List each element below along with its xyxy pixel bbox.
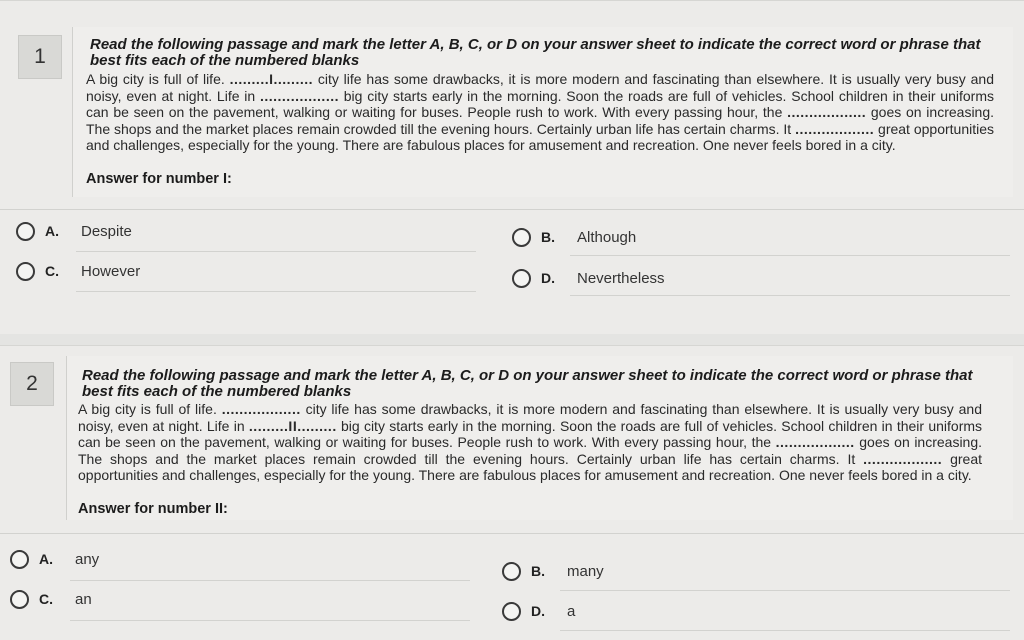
option-letter: D. <box>541 270 555 286</box>
option-c[interactable] <box>16 257 140 285</box>
option-letter: D. <box>531 603 545 619</box>
blank-3: .................. <box>775 434 855 450</box>
option-text: any <box>75 550 100 568</box>
question-instruction: Read the following passage and mark the letter A, B, C, or D on your answer sheet to indicate the correct word or phrase that best fits each of the numbered blanks <box>82 367 973 400</box>
option-b[interactable] <box>512 223 636 251</box>
radio-button[interactable] <box>10 590 29 609</box>
option-letter: C. <box>45 263 59 279</box>
option-c[interactable] <box>10 585 92 613</box>
answer-label: Answer for number I: <box>86 171 232 187</box>
question-number: 2 <box>10 362 54 406</box>
option-a[interactable] <box>10 545 99 573</box>
radio-button[interactable] <box>502 562 521 581</box>
passage-segment: big city starts early in the morning. Soon the roads are full of vehicles. School children in their uniforms can be seen on the pavement, walking or waiting for buses. People rush to work. With every passing hour, the <box>78 417 983 450</box>
option-text: Nevertheless <box>577 269 665 287</box>
passage-text <box>78 401 982 484</box>
divider <box>0 533 1024 534</box>
passage-segment: big city starts early in the morning. Soon the roads are full of vehicles. School children in their uniforms can be seen on the pavement, walking or waiting for buses. People rush to work. With every passing hour, the <box>86 87 994 120</box>
option-d[interactable] <box>502 597 575 625</box>
question-instruction: Read the following passage and mark the letter A, B, C, or D on your answer sheet to indicate the correct word or phrase that best fits each of the numbered blanks <box>90 36 981 69</box>
option-letter: B. <box>541 229 555 245</box>
radio-button[interactable] <box>512 228 531 247</box>
radio-button[interactable] <box>16 222 35 241</box>
divider <box>76 251 476 252</box>
divider <box>560 590 1010 591</box>
passage-segment: great opportunities and challenges, especially for the young. There are fabulous places for amusement and recreation. One never feels bored in a city. <box>78 450 982 483</box>
option-text: Despite <box>81 222 132 240</box>
option-letter: C. <box>39 591 53 607</box>
blank-1: .........I......... <box>229 71 313 87</box>
radio-button[interactable] <box>10 550 29 569</box>
option-letter: A. <box>45 223 59 239</box>
option-b[interactable] <box>502 557 604 585</box>
radio-button[interactable] <box>512 269 531 288</box>
divider <box>570 255 1010 256</box>
option-text: many <box>567 562 604 580</box>
blank-2: .................. <box>259 87 339 104</box>
passage-segment: city life has some drawbacks, it is more modern and fascinating than elsewhere. It is usually very busy and noisy, even at night. Life in <box>86 71 995 104</box>
passage-segment: great opportunities and challenges, especially for the young. There are fabulous places for amusement and recreation. One never feels bored in a city. <box>86 120 995 153</box>
passage-segment: city life has some drawbacks, it is more modern and fascinating than elsewhere. It is usually very busy and noisy, even at night. Life in <box>78 401 983 434</box>
blank-2: .........II......... <box>248 417 337 434</box>
divider <box>70 580 470 581</box>
blank-3: .................. <box>787 104 867 120</box>
blank-4: .................. <box>863 450 943 467</box>
blank-1: .................. <box>221 401 301 417</box>
question-card-2 <box>0 345 1024 640</box>
option-d[interactable] <box>512 264 665 292</box>
divider <box>76 291 476 292</box>
option-letter: B. <box>531 563 545 579</box>
question-number: 1 <box>18 35 62 79</box>
passage-segment: goes on increasing. The shops and the market places remain crowded till the evening hours. Certainly urban life has certain charms. It <box>86 104 995 137</box>
option-text: However <box>81 262 141 280</box>
divider <box>0 209 1024 210</box>
passage-segment: A big city is full of life. <box>86 71 225 87</box>
answer-label: Answer for number II: <box>78 501 228 517</box>
passage-text <box>86 71 994 154</box>
passage-segment: A big city is full of life. <box>78 401 217 417</box>
option-text: Although <box>577 228 637 246</box>
divider <box>570 295 1010 296</box>
option-text: an <box>75 590 92 608</box>
radio-button[interactable] <box>502 602 521 621</box>
divider <box>560 630 1010 631</box>
radio-button[interactable] <box>16 262 35 281</box>
option-text: a <box>567 602 576 620</box>
option-letter: A. <box>39 551 53 567</box>
divider <box>70 620 470 621</box>
blank-4: .................. <box>795 120 875 137</box>
passage-segment: goes on increasing. The shops and the market places remain crowded till the evening hours. Certainly urban life has certain charms. It <box>78 434 983 467</box>
option-a[interactable] <box>16 217 132 245</box>
